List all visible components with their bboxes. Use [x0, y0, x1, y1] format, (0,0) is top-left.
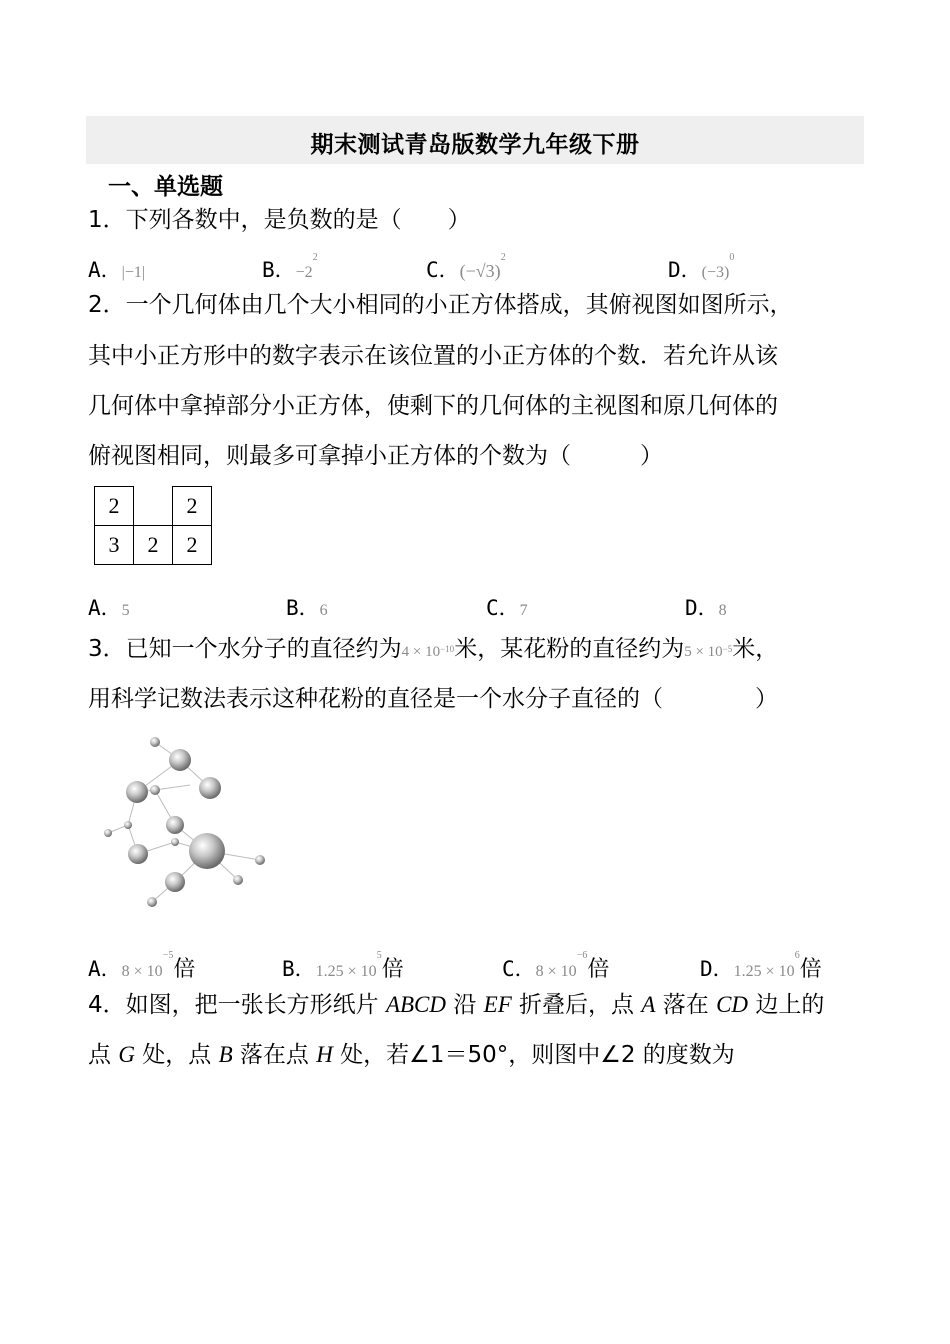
grid-cell: 2: [173, 526, 212, 565]
option-math: 6: [319, 602, 328, 619]
molecule-illustration: [100, 730, 275, 915]
q3-option-a[interactable]: [88, 952, 195, 983]
question-2-line-2: 其中小正方形中的数字表示在该位置的小正方体的个数．若允许从该: [88, 343, 778, 369]
q1-option-b[interactable]: [262, 254, 318, 284]
option-label: A．: [88, 596, 122, 620]
option-label: D．: [685, 596, 719, 620]
option-exponent: 6: [794, 950, 800, 961]
option-exponent: 0: [729, 252, 735, 263]
option-exponent: −6: [576, 950, 588, 961]
q2-option-a[interactable]: [88, 592, 130, 622]
option-exponent: −5: [162, 950, 174, 961]
option-exponent: 5: [376, 950, 382, 961]
q3-text: 米，: [732, 636, 779, 662]
option-label: C．: [502, 957, 536, 981]
option-math: −2: [295, 264, 313, 281]
option-math: (−√3): [459, 261, 501, 281]
option-label: C．: [486, 596, 520, 620]
question-3-line-1: [88, 637, 778, 665]
option-math: 1.25 × 10: [315, 963, 377, 980]
atom-balls: [104, 737, 265, 907]
grid-cell-empty: [134, 487, 173, 526]
q2-option-c[interactable]: [486, 592, 528, 622]
q3-text: 3．已知一个水分子的直径约为: [88, 636, 402, 662]
option-label: B．: [286, 596, 320, 620]
grid-cell: 2: [173, 487, 212, 526]
section-heading: 一、单选题: [108, 174, 223, 200]
option-label: B．: [262, 258, 296, 282]
option-label: D．: [668, 258, 702, 282]
option-label: B．: [282, 957, 316, 981]
q1-option-a[interactable]: [88, 254, 145, 284]
option-math: |−1|: [121, 264, 146, 281]
option-label: A．: [88, 957, 122, 981]
question-3-line-2: 用科学记数法表示这种花粉的直径是一个水分子直径的（ ）: [88, 686, 778, 712]
q3-option-c[interactable]: [502, 952, 609, 983]
option-unit: 倍: [173, 957, 196, 982]
page-title: 期末测试青岛版数学九年级下册: [310, 132, 640, 158]
grid-cell: 2: [134, 526, 173, 565]
option-label: D．: [700, 957, 734, 981]
q3-option-d[interactable]: [700, 952, 822, 983]
question-4-line-1: 4．如图，把一张长方形纸片 ABCD 沿 EF 折叠后，点 A 落在 CD 边上的: [88, 992, 825, 1018]
question-1-stem: 1．下列各数中，是负数的是（ ）: [88, 207, 471, 233]
option-label: A．: [88, 258, 122, 282]
q3-math-pollen: $5 \times 10^{-5}$: [684, 644, 733, 660]
option-math: 5: [121, 602, 130, 619]
option-math: (−3): [701, 264, 730, 281]
top-view-grid: [94, 486, 212, 565]
option-math: 1.25 × 10: [733, 963, 795, 980]
option-math: 7: [519, 602, 528, 619]
q2-option-b[interactable]: [286, 592, 328, 622]
q2-option-d[interactable]: [685, 592, 727, 622]
question-2-line-3: 几何体中拿掉部分小正方体，使剩下的几何体的主视图和原几何体的: [88, 393, 778, 419]
title-bar: [86, 116, 864, 164]
grid-cell: 3: [95, 526, 134, 565]
option-exponent: 2: [312, 252, 318, 263]
question-2-line-4: 俯视图相同，则最多可拿掉小正方体的个数为（ ）: [88, 443, 663, 469]
q1-option-d[interactable]: [668, 254, 734, 284]
q3-text: 米，某花粉的直径约为: [454, 636, 685, 662]
grid-cell: 2: [95, 487, 134, 526]
q1-option-c[interactable]: [426, 254, 506, 284]
question-2-line-1: 2．一个几何体由几个大小相同的小正方体搭成，其俯视图如图所示，: [88, 292, 793, 318]
option-label: C．: [426, 258, 460, 282]
option-math: 8 × 10: [535, 963, 577, 980]
question-4-line-2: 点 G 处，点 B 落在点 H 处，若∠1＝50°，则图中∠2 的度数为: [88, 1042, 735, 1068]
option-unit: 倍: [799, 957, 822, 982]
option-math: 8: [718, 602, 727, 619]
option-unit: 倍: [587, 957, 610, 982]
option-math: 8 × 10: [121, 963, 163, 980]
q3-option-b[interactable]: [282, 952, 404, 983]
q3-math-water: $4 \times 10^{-10}$: [401, 644, 455, 660]
option-exponent: 2: [500, 252, 506, 263]
option-unit: 倍: [381, 957, 404, 982]
